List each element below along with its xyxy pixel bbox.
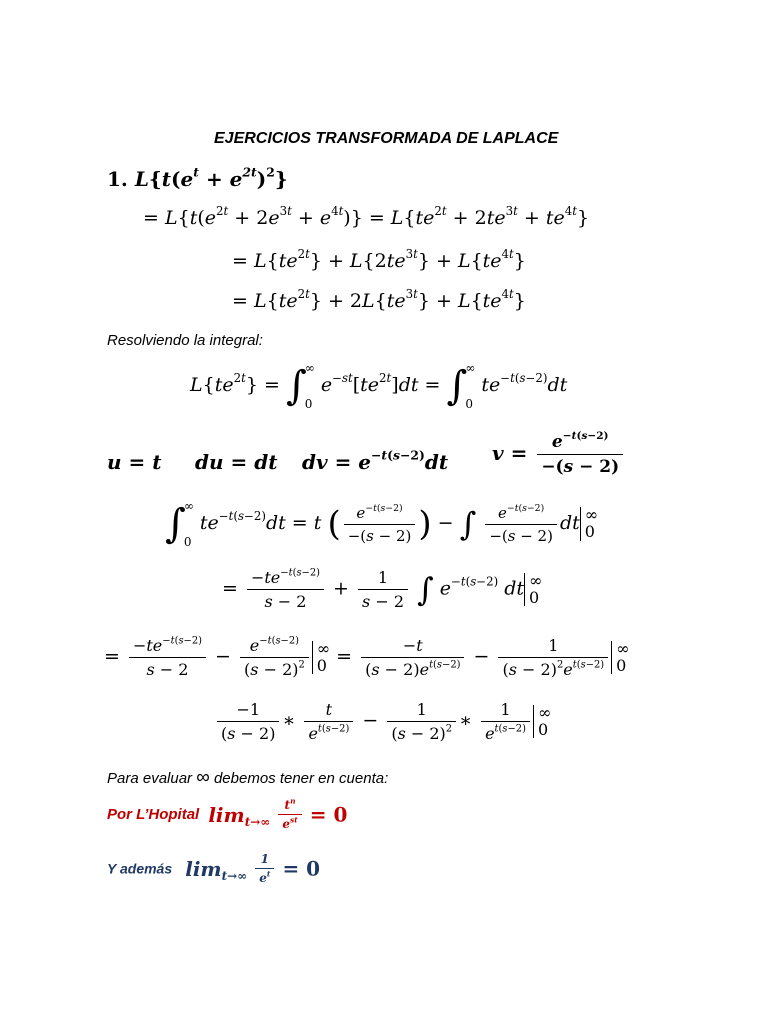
parts-line-3: = $\frac{-te^{-t(s-2)}}{s - 2}$ − $\frac{e^{-t(s-2)}}{(s - 2)^2}$ ∞ 0 = $\frac{-t}{(s - 2)e^{t(s-2)}}$ − $\frac{1}{(s - 2)^2e^{t(s-2)}}$ ∞ 0 xyxy=(104,635,630,679)
substitution-v: v = $\frac{e^{-t(s-2)}}{-(s - 2)}$ xyxy=(492,432,626,477)
para-evaluar-post: debemos tener en cuenta: xyxy=(213,770,389,787)
substitution-du: du = dt xyxy=(195,450,278,474)
page-title: EJERCICIOS TRANSFORMADA DE LAPLACE xyxy=(214,130,559,147)
para-evaluar-text xyxy=(107,767,388,789)
y-ademas-row: Y además $\lim_{t\to\infty}$ $\frac{1}{e^t}$ = 0 xyxy=(107,852,321,885)
resolviendo-label: Resolviendo la integral: xyxy=(107,332,263,349)
parts-line-2: = $\frac{-te^{-t(s-2)}}{s - 2}$ + $\frac{1}{s - 2}$ ∫ $e^{-t(s-2)}$ dt ∞ 0 xyxy=(222,567,543,611)
substitution-u: u = t xyxy=(107,450,162,474)
parts-line-4: $\frac{-1}{(s - 2)}$ ∗ $\frac{t}{e^{t(s-2)}}$ − $\frac{1}{(s - 2)^2}$ ∗ $\frac{1}{e^{t(s-2)}}$ ∞ 0 xyxy=(214,700,551,743)
exercise-number: 1. xyxy=(107,167,128,191)
lhopital-row: Por L’Hopital $\lim_{t\to\infty}$ $\frac{t^n}{e^{st}}$ = 0 xyxy=(107,796,348,831)
infinity-symbol: ∞ xyxy=(196,767,210,788)
exercise-1-header: 1. $L\{t(e^t + e^{2t})^2\}$ xyxy=(107,164,288,191)
expansion-line-2: = $L\{te^{2t}\} + L\{2te^{3t}\} + L\{te^{4t}\}$ xyxy=(232,247,526,272)
expansion-line-1: = $L\{t(e^{2t} + 2e^{3t} + e^{4t})\} = L\{te^{2t} + 2te^{3t} + te^{4t}\}$ xyxy=(143,204,590,229)
parts-line-1: ∫ ∞ 0 $te^{-t(s-2)}dt = t$ ( $\frac{e^{-t(s-2)}}{-(s - 2)}$ ) − ∫ $\frac{e^{-t(s-2)}}{-(s - 2)}$ dt ∞ 0 xyxy=(165,499,599,549)
laplace-integral: $L\{te^{2t}\}$ = ∫ ∞ 0 $e^{-st}[te^{2t}]dt$ = ∫ ∞ 0 $te^{-t(s-2)}dt$ xyxy=(190,361,568,411)
para-evaluar-pre: Para evaluar xyxy=(107,770,193,787)
lhopital-label: Por L’Hopital xyxy=(107,806,200,823)
y-ademas-label: Y además xyxy=(107,860,173,877)
expansion-line-3: = $L\{te^{2t}\} + 2L\{te^{3t}\} + L\{te^{4t}\}$ xyxy=(232,287,526,312)
substitution-dv: dv = $e^{-t(s-2)}dt$ xyxy=(302,447,449,474)
